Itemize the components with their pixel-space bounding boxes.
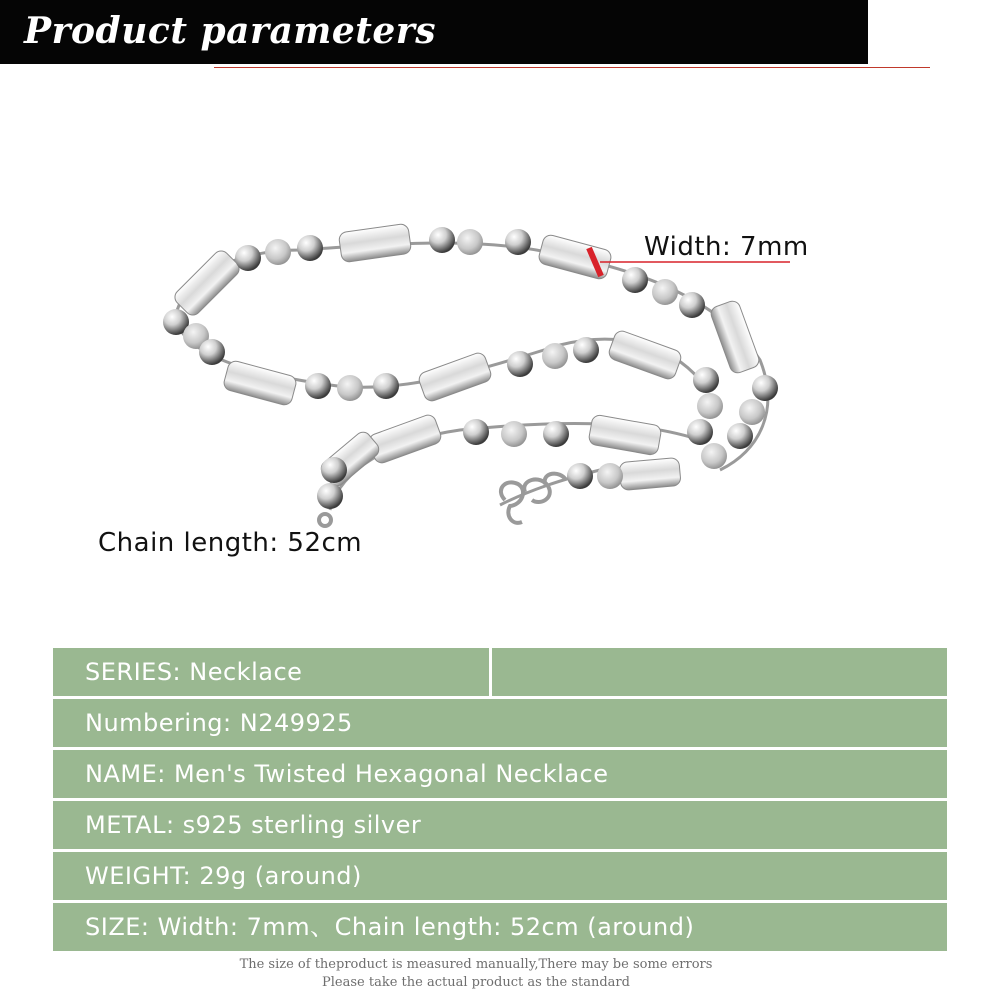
cell-divider <box>489 648 492 696</box>
spec-weight: WEIGHT: 29g (around) <box>85 862 362 890</box>
standard-note: Please take the actual product as the standard <box>322 975 630 990</box>
spec-row-weight <box>53 852 947 900</box>
spec-row-size <box>53 903 947 951</box>
spec-row-numbering <box>53 699 947 747</box>
width-annotation: Width: 7mm <box>644 232 809 262</box>
spec-row-name <box>53 750 947 798</box>
measurement-note: The size of theproduct is measured manually,There may be some errors <box>239 957 713 972</box>
spec-name: NAME: Men's Twisted Hexagonal Necklace <box>85 760 609 788</box>
spec-row-metal <box>53 801 947 849</box>
clasp <box>319 474 566 526</box>
spec-table <box>53 648 947 954</box>
spec-size: SIZE: Width: 7mm、Chain length: 52cm (around) <box>85 913 695 941</box>
spec-metal: METAL: s925 sterling silver <box>85 811 422 839</box>
spec-series: SERIES: Necklace <box>85 658 303 686</box>
spec-row-series <box>53 648 947 696</box>
chain-length-annotation: Chain length: 52cm <box>98 528 363 558</box>
twisted-links <box>172 223 761 490</box>
page-title: Product parameters <box>24 10 437 52</box>
spec-numbering: Numbering: N249925 <box>85 709 353 737</box>
